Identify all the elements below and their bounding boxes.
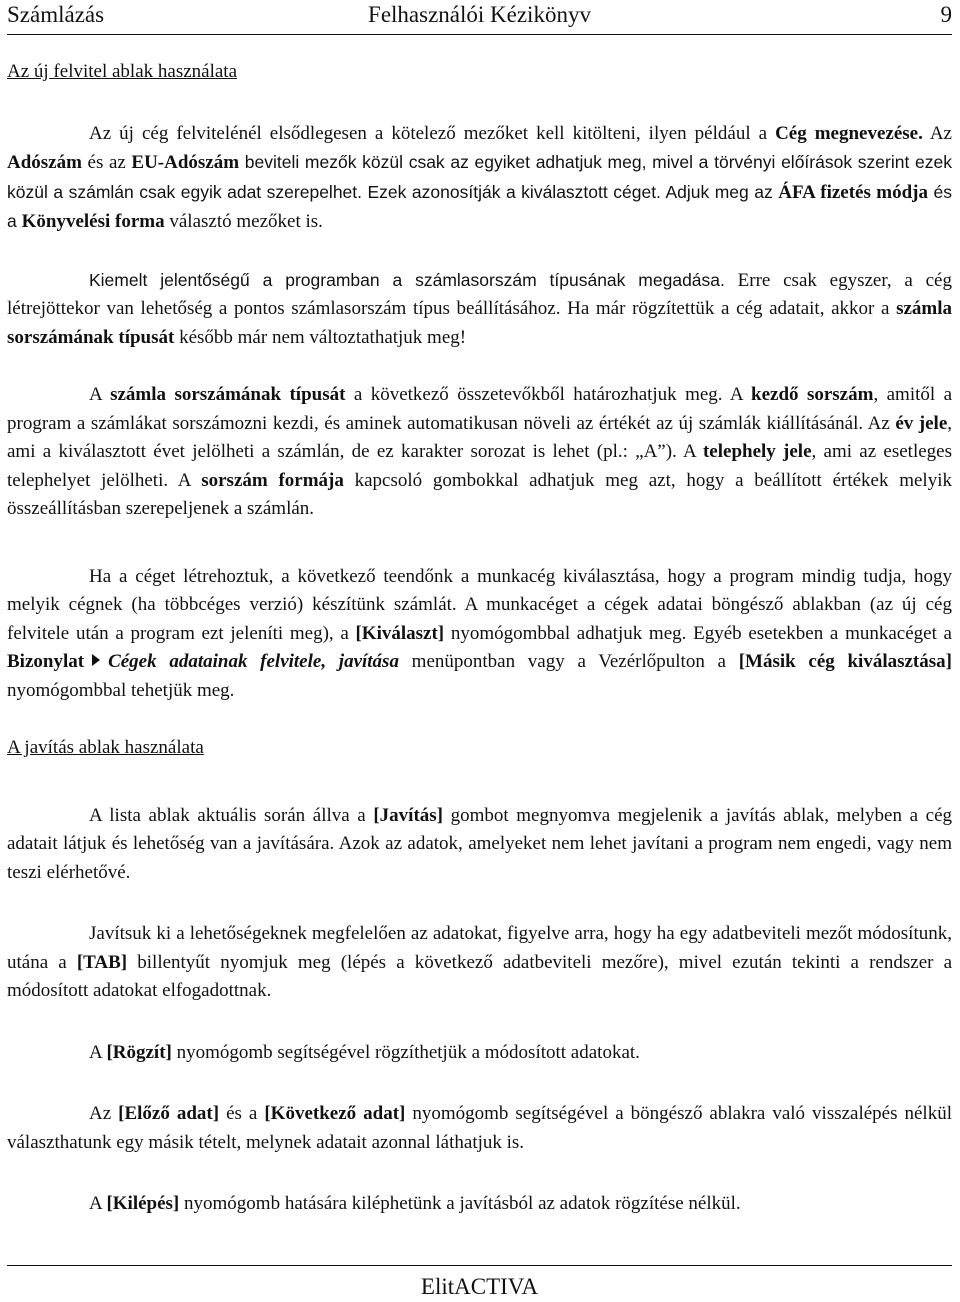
menu-arrow-icon bbox=[92, 654, 100, 666]
paragraph-mandatory-fields: Az új cég felvitelénél elsődlegesen a kötelező mezőket kell kitölteni, ilyen például a Cég megnevezése. Az Adószám és az EU-Adószám beviteli mezők közül csak az egyiket adhatjuk meg, mivel a törvényi előírások szerint ezek közül a számlán csak egyik adat szerepelhet. Ezek azonosítják a kiválasztott céget. Adjuk meg az ÁFA fizetés módja és a Könyvelési forma választó mezőket is. bbox=[7, 122, 952, 232]
paragraph-exit: A [Kilépés] nyomógomb hatására kiléphetünk a javításból az adatok rögzítése nélkül. bbox=[89, 1193, 741, 1214]
paragraph-invoice-number-type: Kiemelt jelentőségű a programban a számlasorszám típusának megadása. Erre csak egyszer, a cég létrejöttekor van lehetőség a pontos számlasorszám típus beállításához. Ha már rögzítettük a cég adatait, akkor a számla sorszámának típusát később már nem változtathatjuk meg! bbox=[7, 269, 952, 348]
paragraph-navigation: Az [Előző adat] és a [Következő adat] nyomógomb segítségével a böngésző ablakra való visszalépés nélkül választhatunk egy másik tételt, melynek adatait azonnal láthatjuk is. bbox=[7, 1103, 952, 1153]
page-footer bbox=[7, 1265, 952, 1302]
paragraph-save: A [Rögzít] nyomógomb segítségével rögzíthetjük a módosított adatokat. bbox=[89, 1041, 640, 1063]
footer-product-name: ElitACTIVA bbox=[420, 1274, 539, 1299]
page-content bbox=[7, 58, 952, 1219]
header-document-title: Felhasználói Kézikönyv bbox=[368, 2, 591, 27]
paragraph-number-components: A számla sorszámának típusát a következő összetevőkből határozhatjuk meg. A kezdő sorszám, amitől a program a számlákat sorszámozni kezdi, és aminek automatikusan növeli az értékét az új számlák kiállításánál. Az év jele, ami a kiválasztott évet jelölheti a számlán, de ez karakter sorozat is lehet (pl.: „A”). A telephely jele, ami az esetleges telephelyet jelölheti. A sorszám formája kapcsoló gombokkal adhatjuk meg azt, hogy a beállított értékek melyik összeállításban szerepeljenek a számlán. bbox=[7, 384, 953, 519]
paragraph-edit-window: A lista ablak aktuális során állva a [Javítás] gombot megnyomva megjelenik a javítás ablak, melyben a cég adatait látjuk és lehetőség van a javítására. Azok az adatok, amelyeket nem lehet javítani a program nem engedi, vagy nem teszi elérhetővé. bbox=[7, 804, 953, 883]
section-title-edit: A javítás ablak használata bbox=[7, 737, 204, 758]
header-page-number: 9 bbox=[940, 2, 952, 27]
paragraph-working-company: Ha a céget létrehoztuk, a következő teendőnk a munkacég kiválasztása, hogy a program mindig tudja, hogy melyik cégnek (ha többcéges verzió) készítünk számlát. A munkacéget a cégek adatai böngésző ablakban (az új cég felvitele után a program ezt jeleníti meg), a [Kiválaszt] nyomógombbal adhatjuk meg. Egyéb esetekben a munkacéget a Bizonylat Cégek adatainak felvitele, javítása menüpontban vagy a Vezérlőpulton a [Másik cég kiválasztása] nyomógombbal tehetjük meg. bbox=[7, 565, 952, 701]
paragraph-edit-fields: Javítsuk ki a lehetőségeknek megfelelően az adatokat, figyelve arra, hogy ha egy adatbeviteli mezőt módosítunk, utána a [TAB] billentyűt nyomjuk meg (lépés a következő adatbeviteli mezőre), mivel ezután tekinti a rendszer a módosított adatokat elfogadottnak. bbox=[7, 923, 953, 1001]
section-title-new-entry: Az új felvitel ablak használata bbox=[7, 61, 238, 82]
page-header bbox=[7, 0, 952, 35]
header-app-name: Számlázás bbox=[7, 2, 105, 27]
